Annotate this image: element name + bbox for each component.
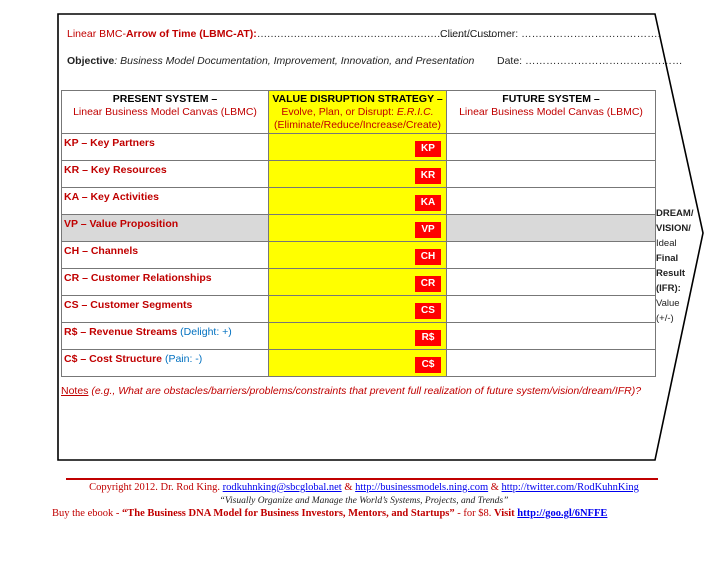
- ebook-title: “The Business DNA Model for Business Investors, Mentors, and Startups”: [122, 508, 455, 519]
- row-label: C$ – Cost Structure: [64, 353, 163, 365]
- amp-separator: &: [488, 482, 502, 493]
- side-line-1: DREAM/: [656, 208, 694, 219]
- present-cell[interactable]: [62, 296, 269, 323]
- block-tag: C$: [415, 357, 441, 373]
- twitter-link[interactable]: http://twitter.com/RodKuhnKing: [501, 482, 639, 493]
- email-link[interactable]: rodkuhnking@sbcglobal.net: [222, 482, 342, 493]
- future-system-header: [447, 91, 656, 134]
- side-line-7: Value: [656, 298, 680, 309]
- disruption-cell[interactable]: [269, 323, 447, 350]
- block-tag: KP: [415, 141, 441, 157]
- side-line-2: VISION/: [656, 223, 691, 234]
- tagline: “Visually Organize and Manage the World’s Systems, Projects, and Trends”: [219, 496, 509, 506]
- objective-line: [67, 55, 474, 67]
- disruption-cell[interactable]: [269, 269, 447, 296]
- ebook-line: [52, 508, 607, 519]
- ebook-price: - for $8.: [454, 508, 495, 519]
- side-line-3: Ideal: [656, 238, 677, 249]
- canvas-row: [62, 161, 656, 188]
- disruption-strategy-header: [269, 91, 447, 134]
- canvas-row: [62, 242, 656, 269]
- disruption-cell[interactable]: [269, 134, 447, 161]
- amp-separator: &: [341, 482, 356, 493]
- disruption-cell[interactable]: [269, 161, 447, 188]
- block-tag: CS: [415, 303, 441, 319]
- future-cell[interactable]: [447, 134, 656, 161]
- side-line-8: (+/-): [656, 313, 674, 324]
- future-cell[interactable]: [447, 296, 656, 323]
- future-cell[interactable]: [447, 323, 656, 350]
- canvas-row: [62, 350, 656, 377]
- present-cell[interactable]: [62, 134, 269, 161]
- block-tag: KA: [415, 195, 441, 211]
- copyright-line: [0, 482, 728, 493]
- disruption-title: VALUE DISRUPTION STRATEGY –: [272, 93, 443, 105]
- future-cell[interactable]: [447, 242, 656, 269]
- notes-prompt: [61, 385, 641, 397]
- future-cell[interactable]: [447, 215, 656, 242]
- future-title: FUTURE SYSTEM –: [502, 93, 600, 105]
- visit-label: Visit: [494, 508, 518, 519]
- table-header-row: [62, 91, 656, 134]
- row-label: CH – Channels: [64, 245, 139, 257]
- present-cell[interactable]: [62, 269, 269, 296]
- present-cell[interactable]: [62, 323, 269, 350]
- block-tag: R$: [415, 330, 441, 346]
- present-cell[interactable]: [62, 215, 269, 242]
- title-main: Arrow of Time (LBMC-AT):: [125, 28, 257, 40]
- block-tag: CH: [415, 249, 441, 265]
- title-dots: ………………………………………………………………: [256, 28, 497, 40]
- notes-text: (e.g., What are obstacles/barriers/problems/constraints that prevent full realization of future system/vision/dream/IFR)?: [88, 385, 642, 397]
- eric-expansion: (Eliminate/Reduce/Increase/Create): [274, 119, 441, 131]
- row-label-note: (Pain: -): [162, 353, 203, 365]
- disruption-cell[interactable]: [269, 296, 447, 323]
- row-label: VP – Value Proposition: [64, 218, 179, 230]
- row-label-note: (Delight: +): [177, 326, 232, 338]
- present-title: PRESENT SYSTEM –: [112, 93, 218, 105]
- row-label: KP – Key Partners: [64, 137, 155, 149]
- present-cell[interactable]: [62, 242, 269, 269]
- side-line-5: Result: [656, 268, 686, 279]
- dream-vision-label: [656, 206, 693, 326]
- canvas-row: [62, 188, 656, 215]
- row-label: KA – Key Activities: [64, 191, 159, 203]
- block-tag: CR: [415, 276, 441, 292]
- ebook-prefix: Buy the ebook -: [52, 508, 122, 519]
- canvas-row: [62, 323, 656, 350]
- disruption-cell[interactable]: [269, 188, 447, 215]
- eric-label: E.R.I.C.: [396, 106, 434, 118]
- ning-link[interactable]: http://businessmodels.ning.com: [355, 482, 489, 493]
- client-field[interactable]: Client/Customer: ………………………………….: [440, 28, 661, 40]
- canvas-row: [62, 215, 656, 242]
- row-label: CS – Customer Segments: [64, 299, 193, 311]
- disruption-subtitle: Evolve, Plan, or Disrupt:: [281, 106, 397, 118]
- ebook-link[interactable]: http://goo.gl/6NFFE: [517, 508, 608, 519]
- date-field[interactable]: Date: ………………………………………: [497, 55, 683, 67]
- present-system-header: [62, 91, 269, 134]
- present-cell[interactable]: [62, 188, 269, 215]
- row-label: KR – Key Resources: [64, 164, 167, 176]
- disruption-cell[interactable]: [269, 215, 447, 242]
- canvas-row: [62, 269, 656, 296]
- future-cell[interactable]: [447, 269, 656, 296]
- copyright-text: Copyright 2012. Dr. Rod King.: [89, 482, 223, 493]
- objective-label: Objective: [67, 55, 115, 67]
- disruption-cell[interactable]: [269, 350, 447, 377]
- disruption-cell[interactable]: [269, 242, 447, 269]
- present-cell[interactable]: [62, 350, 269, 377]
- side-line-4: Final: [656, 253, 679, 264]
- canvas-table: [61, 90, 656, 377]
- row-label: CR – Customer Relationships: [64, 272, 212, 284]
- block-tag: VP: [415, 222, 441, 238]
- future-cell[interactable]: [447, 350, 656, 377]
- side-line-6: (IFR):: [656, 283, 681, 294]
- future-subtitle: Linear Business Model Canvas (LBMC): [459, 106, 643, 118]
- row-label: R$ – Revenue Streams: [64, 326, 178, 338]
- block-tag: KR: [415, 168, 441, 184]
- future-cell[interactable]: [447, 161, 656, 188]
- notes-label: Notes: [61, 385, 89, 397]
- future-cell[interactable]: [447, 188, 656, 215]
- footer-divider: [66, 478, 658, 480]
- title-prefix: Linear BMC-: [67, 28, 126, 40]
- objective-text: : Business Model Documentation, Improvement, Innovation, and Presentation: [114, 55, 475, 67]
- present-cell[interactable]: [62, 161, 269, 188]
- canvas-row: [62, 134, 656, 161]
- canvas-row: [62, 296, 656, 323]
- present-subtitle: Linear Business Model Canvas (LBMC): [73, 106, 257, 118]
- canvas-title-line: [67, 28, 497, 40]
